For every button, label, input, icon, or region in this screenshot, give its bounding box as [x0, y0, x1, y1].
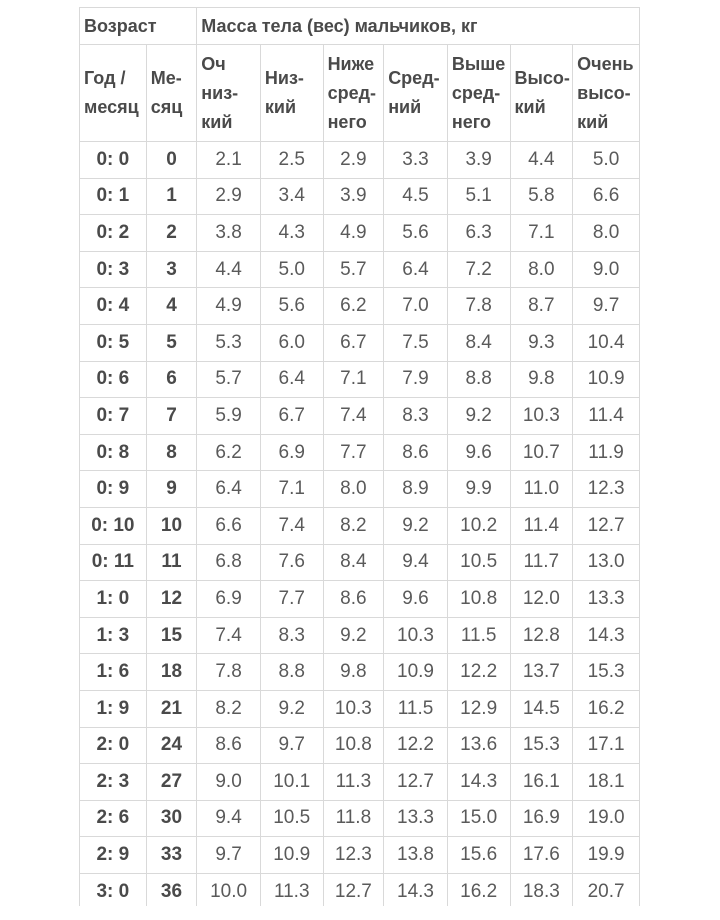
- cell-weight: 9.7: [197, 837, 261, 874]
- cell-month: 15: [146, 617, 197, 654]
- cell-age: 1: 3: [80, 617, 147, 654]
- table-row: [80, 398, 640, 435]
- cell-weight: 12.8: [510, 617, 573, 654]
- cell-weight: 8.3: [384, 398, 448, 435]
- header-low: [260, 45, 323, 142]
- cell-weight: 10.3: [323, 690, 384, 727]
- cell-weight: 8.9: [384, 471, 448, 508]
- bottom-strip: [0, 906, 720, 920]
- cell-weight: 9.8: [510, 361, 573, 398]
- cell-weight: 13.3: [573, 581, 640, 618]
- header-row-sub: [80, 45, 640, 142]
- cell-weight: 10.2: [447, 507, 510, 544]
- cell-weight: 4.5: [384, 178, 448, 215]
- header-line: высо-: [577, 82, 631, 103]
- cell-weight: 8.4: [447, 324, 510, 361]
- cell-month: 30: [146, 800, 197, 837]
- table-row: [80, 617, 640, 654]
- header-months-line: сяц: [150, 97, 183, 117]
- cell-weight: 18.3: [510, 873, 573, 910]
- cell-weight: 10.3: [510, 398, 573, 435]
- cell-weight: 9.4: [197, 800, 261, 837]
- cell-weight: 13.6: [447, 727, 510, 764]
- header-row-top: [80, 8, 640, 45]
- cell-weight: 11.9: [573, 434, 640, 471]
- cell-weight: 6.0: [260, 324, 323, 361]
- header-line: ний: [388, 97, 422, 117]
- table-row: [80, 654, 640, 691]
- table-row: [80, 727, 640, 764]
- cell-weight: 6.3: [447, 215, 510, 252]
- weight-table: [79, 7, 640, 910]
- cell-weight: 6.9: [197, 581, 261, 618]
- cell-weight: 11.0: [510, 471, 573, 508]
- cell-weight: 7.8: [197, 654, 261, 691]
- cell-weight: 7.9: [384, 361, 448, 398]
- cell-weight: 3.8: [197, 215, 261, 252]
- cell-weight: 6.6: [573, 178, 640, 215]
- cell-weight: 13.0: [573, 544, 640, 581]
- header-line: него: [327, 111, 367, 132]
- header-weight-group: Масса тела (вес) мальчиков, кг: [197, 8, 640, 45]
- cell-weight: 9.9: [447, 471, 510, 508]
- cell-age: 3: 0: [80, 873, 147, 910]
- cell-age: 0: 5: [80, 324, 147, 361]
- cell-weight: 5.6: [260, 288, 323, 325]
- cell-age: 0: 11: [80, 544, 147, 581]
- cell-weight: 11.5: [384, 690, 448, 727]
- cell-age: 1: 6: [80, 654, 147, 691]
- cell-weight: 10.3: [384, 617, 448, 654]
- cell-weight: 9.2: [384, 507, 448, 544]
- cell-weight: 14.3: [573, 617, 640, 654]
- table-body: [80, 142, 640, 910]
- cell-weight: 9.0: [573, 251, 640, 288]
- cell-weight: 12.7: [573, 507, 640, 544]
- table-row: [80, 544, 640, 581]
- cell-age: 0: 7: [80, 398, 147, 435]
- cell-weight: 6.4: [384, 251, 448, 288]
- cell-weight: 11.8: [323, 800, 384, 837]
- header-line: кий: [264, 97, 297, 117]
- cell-weight: 20.7: [573, 873, 640, 910]
- cell-weight: 12.3: [323, 837, 384, 874]
- cell-weight: 3.9: [323, 178, 384, 215]
- cell-month: 9: [146, 471, 197, 508]
- cell-weight: 7.4: [260, 507, 323, 544]
- cell-weight: 4.9: [197, 288, 261, 325]
- cell-month: 3: [146, 251, 197, 288]
- cell-weight: 6.7: [260, 398, 323, 435]
- cell-month: 33: [146, 837, 197, 874]
- cell-weight: 12.7: [384, 764, 448, 801]
- cell-month: 5: [146, 324, 197, 361]
- cell-weight: 6.8: [197, 544, 261, 581]
- cell-weight: 3.9: [447, 142, 510, 179]
- cell-weight: 12.2: [384, 727, 448, 764]
- cell-weight: 8.8: [260, 654, 323, 691]
- header-months-line: Ме-: [150, 68, 182, 88]
- cell-weight: 7.4: [197, 617, 261, 654]
- cell-weight: 9.4: [384, 544, 448, 581]
- header-high: [510, 45, 573, 142]
- cell-weight: 9.7: [573, 288, 640, 325]
- cell-weight: 4.4: [510, 142, 573, 179]
- cell-age: 2: 9: [80, 837, 147, 874]
- cell-weight: 16.9: [510, 800, 573, 837]
- table-row: [80, 764, 640, 801]
- cell-age: 0: 9: [80, 471, 147, 508]
- cell-weight: 9.2: [323, 617, 384, 654]
- cell-weight: 5.9: [197, 398, 261, 435]
- cell-month: 7: [146, 398, 197, 435]
- cell-weight: 6.2: [323, 288, 384, 325]
- cell-weight: 5.3: [197, 324, 261, 361]
- cell-weight: 10.9: [260, 837, 323, 874]
- header-line: Очень: [577, 53, 634, 74]
- cell-weight: 14.5: [510, 690, 573, 727]
- header-line: кий: [577, 111, 609, 132]
- cell-month: 12: [146, 581, 197, 618]
- header-year-month-line: Год /: [84, 68, 126, 88]
- cell-weight: 9.3: [510, 324, 573, 361]
- cell-weight: 6.4: [260, 361, 323, 398]
- cell-month: 10: [146, 507, 197, 544]
- cell-age: 1: 0: [80, 581, 147, 618]
- cell-weight: 15.6: [447, 837, 510, 874]
- header-year-month-line: месяц: [84, 97, 139, 117]
- cell-weight: 6.2: [197, 434, 261, 471]
- cell-weight: 19.0: [573, 800, 640, 837]
- header-line: Низ-: [264, 68, 304, 88]
- cell-weight: 6.4: [197, 471, 261, 508]
- header-line: Ниже: [327, 53, 375, 74]
- cell-weight: 3.3: [384, 142, 448, 179]
- cell-weight: 7.1: [260, 471, 323, 508]
- cell-weight: 12.3: [573, 471, 640, 508]
- table-row: [80, 361, 640, 398]
- cell-weight: 4.9: [323, 215, 384, 252]
- cell-weight: 11.3: [323, 764, 384, 801]
- cell-weight: 7.7: [323, 434, 384, 471]
- cell-weight: 8.7: [510, 288, 573, 325]
- cell-weight: 7.6: [260, 544, 323, 581]
- cell-weight: 5.7: [323, 251, 384, 288]
- cell-weight: 8.0: [323, 471, 384, 508]
- cell-weight: 10.0: [197, 873, 261, 910]
- cell-weight: 5.1: [447, 178, 510, 215]
- cell-weight: 16.2: [573, 690, 640, 727]
- header-line: него: [451, 111, 491, 132]
- cell-weight: 4.4: [197, 251, 261, 288]
- cell-weight: 7.1: [510, 215, 573, 252]
- table-header: [80, 8, 640, 142]
- table-row: [80, 800, 640, 837]
- cell-weight: 8.3: [260, 617, 323, 654]
- cell-weight: 12.7: [323, 873, 384, 910]
- cell-weight: 11.4: [510, 507, 573, 544]
- cell-weight: 5.6: [384, 215, 448, 252]
- table-row: [80, 178, 640, 215]
- cell-weight: 8.6: [197, 727, 261, 764]
- cell-weight: 8.2: [323, 507, 384, 544]
- cell-weight: 10.7: [510, 434, 573, 471]
- table-row: [80, 837, 640, 874]
- cell-weight: 5.0: [260, 251, 323, 288]
- header-line: сред-: [327, 82, 376, 103]
- table-row: [80, 288, 640, 325]
- header-line: Высо-: [514, 68, 570, 88]
- cell-weight: 10.1: [260, 764, 323, 801]
- cell-weight: 12.9: [447, 690, 510, 727]
- cell-weight: 5.0: [573, 142, 640, 179]
- cell-weight: 9.2: [447, 398, 510, 435]
- cell-age: 2: 6: [80, 800, 147, 837]
- cell-weight: 10.5: [260, 800, 323, 837]
- table-row: [80, 215, 640, 252]
- header-very-low: [197, 45, 261, 142]
- header-line: Оч: [201, 53, 226, 74]
- table-row: [80, 471, 640, 508]
- cell-weight: 9.0: [197, 764, 261, 801]
- cell-month: 27: [146, 764, 197, 801]
- header-year-month: [80, 45, 147, 142]
- cell-age: 0: 4: [80, 288, 147, 325]
- cell-weight: 5.8: [510, 178, 573, 215]
- cell-month: 1: [146, 178, 197, 215]
- cell-weight: 11.5: [447, 617, 510, 654]
- table-row: [80, 324, 640, 361]
- cell-weight: 5.7: [197, 361, 261, 398]
- table-row: [80, 142, 640, 179]
- cell-month: 11: [146, 544, 197, 581]
- cell-weight: 9.6: [384, 581, 448, 618]
- table-row: [80, 251, 640, 288]
- cell-weight: 17.6: [510, 837, 573, 874]
- cell-age: 0: 0: [80, 142, 147, 179]
- cell-weight: 13.7: [510, 654, 573, 691]
- cell-weight: 8.2: [197, 690, 261, 727]
- cell-weight: 7.5: [384, 324, 448, 361]
- cell-weight: 7.0: [384, 288, 448, 325]
- cell-month: 36: [146, 873, 197, 910]
- cell-month: 21: [146, 690, 197, 727]
- cell-weight: 11.7: [510, 544, 573, 581]
- table-row: [80, 581, 640, 618]
- header-line: Сред-: [388, 68, 440, 88]
- cell-weight: 9.8: [323, 654, 384, 691]
- cell-age: 2: 3: [80, 764, 147, 801]
- header-age-group: Возраст: [80, 8, 197, 45]
- cell-weight: 8.0: [573, 215, 640, 252]
- cell-weight: 8.4: [323, 544, 384, 581]
- cell-age: 0: 6: [80, 361, 147, 398]
- cell-weight: 7.4: [323, 398, 384, 435]
- cell-month: 18: [146, 654, 197, 691]
- header-line: Выше: [451, 53, 506, 74]
- cell-weight: 7.2: [447, 251, 510, 288]
- cell-age: 0: 1: [80, 178, 147, 215]
- table-row: [80, 434, 640, 471]
- cell-weight: 17.1: [573, 727, 640, 764]
- cell-weight: 8.6: [323, 581, 384, 618]
- cell-age: 0: 10: [80, 507, 147, 544]
- cell-age: 0: 8: [80, 434, 147, 471]
- cell-weight: 6.6: [197, 507, 261, 544]
- header-below-average: [323, 45, 384, 142]
- cell-weight: 10.4: [573, 324, 640, 361]
- cell-age: 2: 0: [80, 727, 147, 764]
- cell-weight: 2.5: [260, 142, 323, 179]
- cell-weight: 9.6: [447, 434, 510, 471]
- cell-weight: 13.3: [384, 800, 448, 837]
- cell-weight: 15.3: [573, 654, 640, 691]
- cell-weight: 6.7: [323, 324, 384, 361]
- table-row: [80, 507, 640, 544]
- cell-weight: 16.2: [447, 873, 510, 910]
- cell-weight: 13.8: [384, 837, 448, 874]
- cell-weight: 4.3: [260, 215, 323, 252]
- cell-weight: 16.1: [510, 764, 573, 801]
- cell-weight: 19.9: [573, 837, 640, 874]
- header-months: [146, 45, 197, 142]
- cell-weight: 11.3: [260, 873, 323, 910]
- cell-weight: 14.3: [384, 873, 448, 910]
- header-line: кий: [201, 111, 233, 132]
- cell-weight: 8.6: [384, 434, 448, 471]
- cell-weight: 3.4: [260, 178, 323, 215]
- cell-month: 4: [146, 288, 197, 325]
- cell-weight: 9.2: [260, 690, 323, 727]
- cell-weight: 9.7: [260, 727, 323, 764]
- cell-weight: 6.9: [260, 434, 323, 471]
- cell-month: 24: [146, 727, 197, 764]
- header-above-average: [447, 45, 510, 142]
- cell-weight: 12.2: [447, 654, 510, 691]
- header-line: сред-: [451, 82, 501, 103]
- cell-month: 6: [146, 361, 197, 398]
- cell-age: 0: 3: [80, 251, 147, 288]
- cell-age: 1: 9: [80, 690, 147, 727]
- cell-weight: 8.8: [447, 361, 510, 398]
- cell-weight: 14.3: [447, 764, 510, 801]
- cell-weight: 8.0: [510, 251, 573, 288]
- table-row: [80, 690, 640, 727]
- cell-weight: 12.0: [510, 581, 573, 618]
- cell-month: 2: [146, 215, 197, 252]
- header-line: кий: [514, 97, 546, 117]
- cell-weight: 2.9: [323, 142, 384, 179]
- cell-weight: 10.8: [447, 581, 510, 618]
- cell-month: 8: [146, 434, 197, 471]
- cell-weight: 7.1: [323, 361, 384, 398]
- header-very-high: [573, 45, 640, 142]
- cell-weight: 15.3: [510, 727, 573, 764]
- cell-weight: 7.7: [260, 581, 323, 618]
- header-line: низ-: [201, 82, 239, 103]
- cell-weight: 10.9: [384, 654, 448, 691]
- cell-weight: 2.9: [197, 178, 261, 215]
- header-average: [384, 45, 448, 142]
- cell-weight: 10.5: [447, 544, 510, 581]
- cell-weight: 10.9: [573, 361, 640, 398]
- cell-weight: 2.1: [197, 142, 261, 179]
- cell-weight: 10.8: [323, 727, 384, 764]
- cell-age: 0: 2: [80, 215, 147, 252]
- cell-month: 0: [146, 142, 197, 179]
- cell-weight: 15.0: [447, 800, 510, 837]
- cell-weight: 11.4: [573, 398, 640, 435]
- cell-weight: 18.1: [573, 764, 640, 801]
- table-row: [80, 873, 640, 910]
- cell-weight: 7.8: [447, 288, 510, 325]
